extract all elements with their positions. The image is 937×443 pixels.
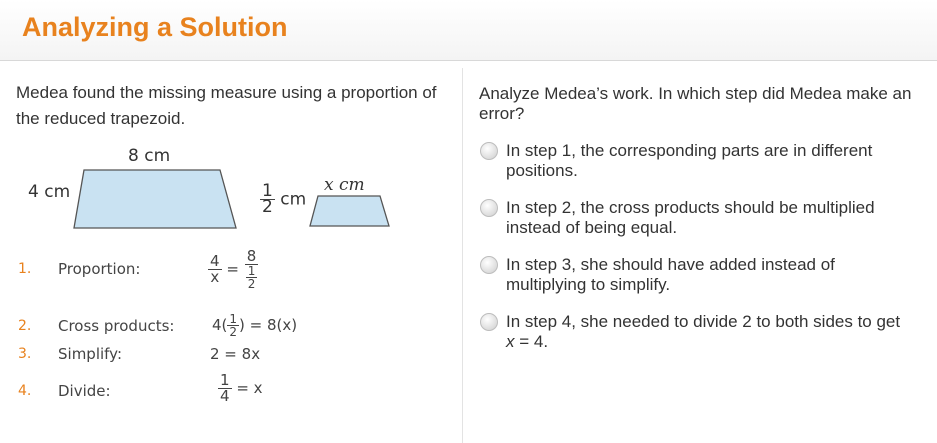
header-bar: [0, 0, 937, 61]
step-2-math: [212, 313, 297, 338]
step-4-math: [218, 373, 263, 404]
step-4-number: 4.: [18, 383, 32, 399]
radio-option-1[interactable]: [480, 142, 498, 160]
step-1-rhs-den: [244, 265, 260, 290]
step-1-rhs-den-den: 2: [247, 277, 256, 291]
option-4-variable: x: [506, 332, 515, 351]
answer-option-4[interactable]: [480, 312, 910, 356]
option-3-text: In step 3, she should have added instead of multiplying to simplify.: [506, 255, 835, 294]
step-4-frac-num: 1: [220, 371, 230, 389]
answer-option-1[interactable]: [480, 141, 910, 185]
small-trapezoid: [310, 196, 389, 226]
answer-option-2[interactable]: [480, 198, 910, 242]
large-top-label: 8 cm: [128, 146, 171, 166]
step-2-pre: 4(: [212, 316, 228, 334]
option-1-text: In step 1, the corresponding parts are in different positions.: [506, 141, 873, 180]
step-1-number: 1.: [18, 261, 32, 277]
column-divider: [462, 68, 463, 443]
step-1-lhs-den: x: [210, 268, 220, 286]
small-side-numerator: 1: [262, 181, 273, 201]
radio-option-4[interactable]: [480, 313, 498, 331]
large-trapezoid: [74, 170, 236, 228]
step-4-label: Divide:: [58, 382, 111, 400]
step-1-equals: =: [226, 260, 239, 278]
radio-option-3[interactable]: [480, 256, 498, 274]
step-3-label: Simplify:: [58, 345, 123, 363]
step-4-frac-den: 4: [220, 387, 230, 405]
option-4-text: [506, 312, 906, 352]
step-2-label: Cross products:: [58, 317, 175, 335]
step-1-label: Proportion:: [58, 260, 141, 278]
radio-option-2[interactable]: [480, 199, 498, 217]
trapezoid-figure: [0, 140, 460, 240]
small-top-label: x cm: [324, 175, 365, 195]
step-2-frac-num: 1: [229, 312, 238, 326]
option-4-text-post: = 4.: [514, 332, 549, 351]
step-3-math: 2 = 8x: [210, 345, 261, 363]
step-2-number: 2.: [18, 318, 32, 334]
problem-intro: Medea found the missing measure using a proportion of the reduced trapezoid.: [16, 83, 437, 128]
question-text: Analyze Medea’s work. In which step did Medea make an error?: [479, 84, 912, 123]
small-side-unit: cm: [280, 189, 307, 210]
solution-steps: [0, 245, 460, 425]
large-side-label: 4 cm: [28, 182, 71, 202]
step-4-post: = x: [236, 379, 263, 397]
step-1-rhs-num: 8: [246, 247, 257, 265]
answer-option-3[interactable]: [480, 255, 910, 299]
step-1-rhs-den-num: 1: [247, 264, 256, 278]
step-3-number: 3.: [18, 346, 32, 362]
small-side-label: [260, 181, 307, 217]
step-1-math: [208, 249, 259, 290]
option-2-text: In step 2, the cross products should be multiplied instead of being equal.: [506, 198, 875, 237]
option-4-text-pre: In step 4, she needed to divide 2 to both sides to get: [506, 312, 901, 331]
page-title: Analyzing a Solution: [22, 12, 288, 42]
step-1-lhs-num: 4: [210, 252, 220, 270]
step-2-frac-den: 2: [229, 325, 238, 339]
small-side-denominator: 2: [262, 197, 273, 217]
step-2-post: ) = 8(x): [239, 316, 298, 334]
